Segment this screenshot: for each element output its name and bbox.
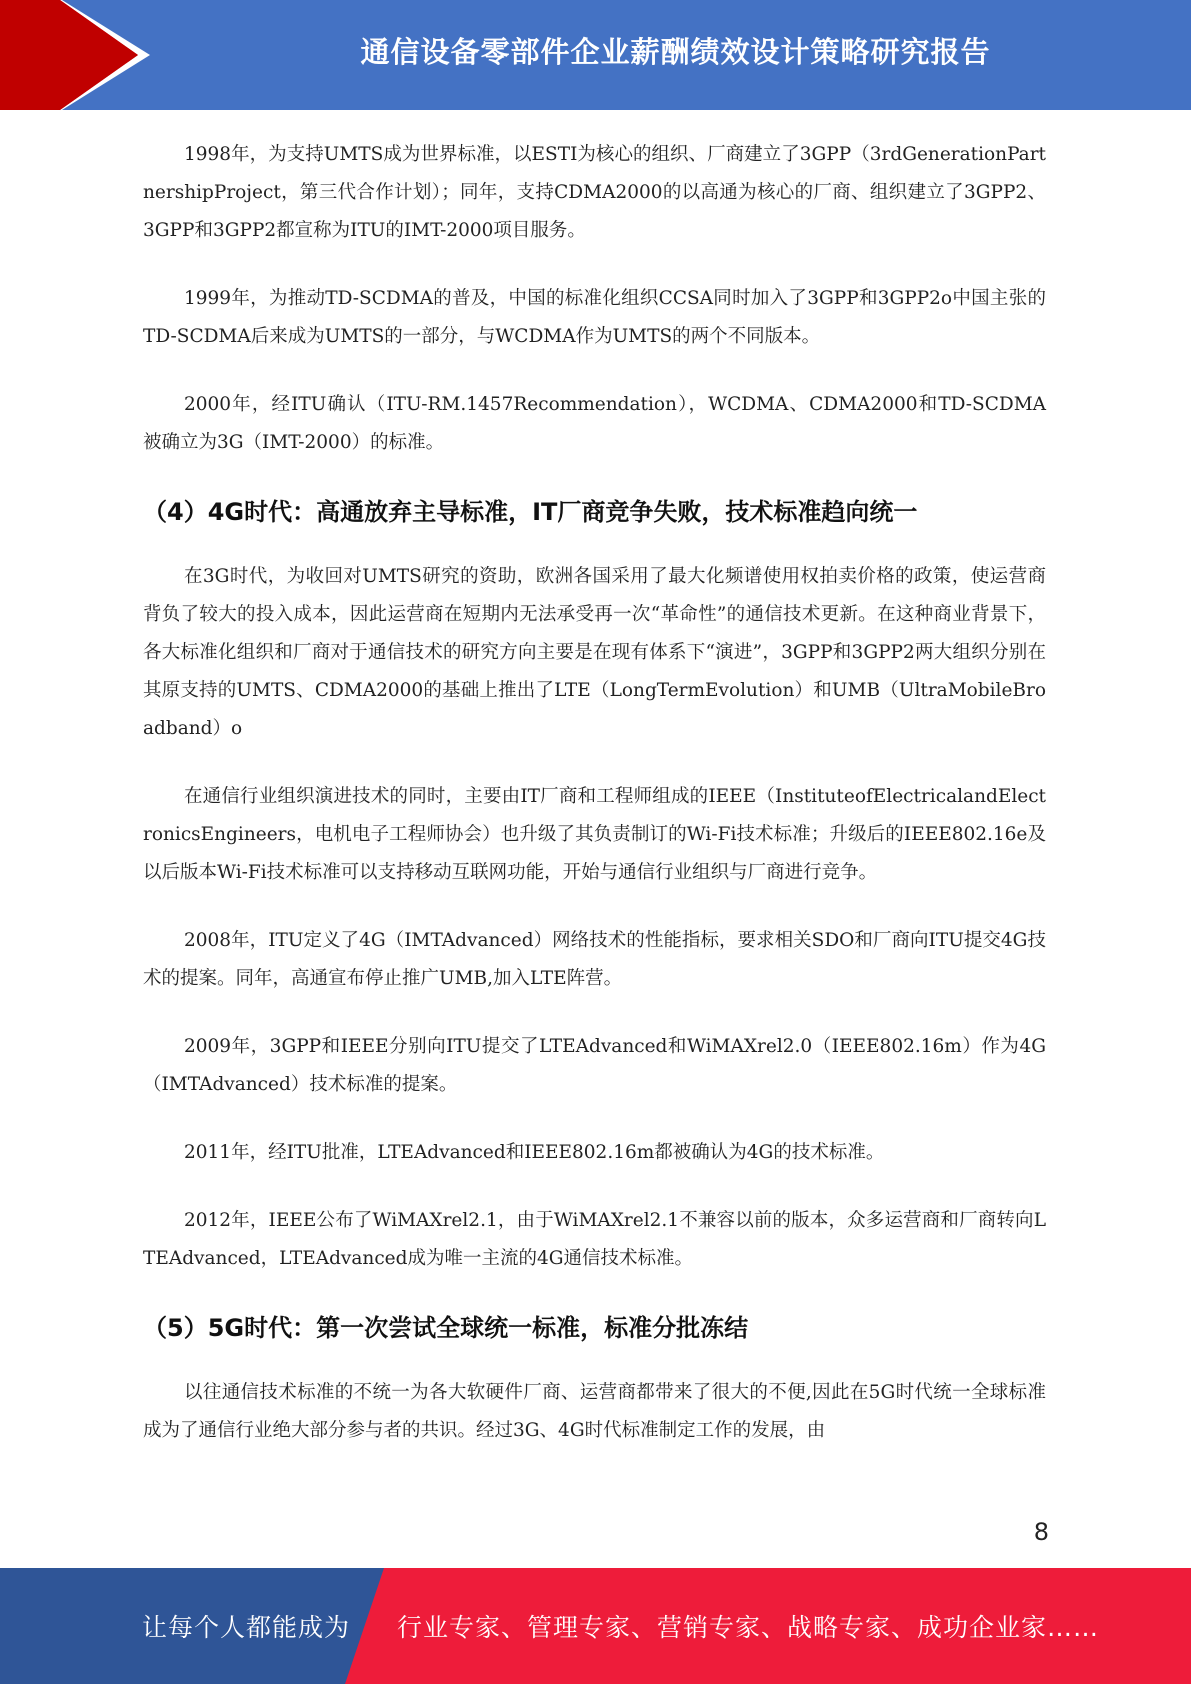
section-heading-4g: （4）4G时代：高通放弃主导标准，IT厂商竞争失败，技术标准趋向统一 (143, 498, 918, 526)
page-footer (0, 1568, 1191, 1684)
paragraph-1999: 1999年，为推动TD-SCDMA的普及，中国的标准化组织CCSA同时加入了3GPP和3GPP2o中国主张的TD-SCDMA后来成为UMTS的一部分，与WCDMA作为UMTS的两个不同版本。 (143, 288, 1046, 347)
paragraph-3g-era: 在3G时代，为收回对UMTS研究的资助，欧洲各国采用了最大化频谱使用权拍卖价格的政策，使运营商背负了较大的投入成本，因此运营商在短期内无法承受再一次“革命性”的通信技术更新。在这种商业背景下，各大标准化组织和厂商对于通信技术的研究方向主要是在现有体系下“演进”，3GPP和3GPP2两大组织分别在其原支持的UMTS、CDMA2000的基础上推出了LTE（LongTermEvolution）和UMB（UltraMobileBroadband）o (143, 566, 1046, 739)
footer-slogan-right: 行业专家、管理专家、营销专家、战略专家、成功企业家…… (397, 1613, 1100, 1642)
document-body (143, 136, 1046, 1480)
header-arrow-decoration (0, 0, 160, 110)
paragraph-2008: 2008年，ITU定义了4G（IMTAdvanced）网络技术的性能指标，要求相关SDO和厂商向ITU提交4G技术的提案。同年，高通宣布停止推广UMB,加入LTE阵营。 (143, 930, 1046, 989)
report-title: 通信设备零部件企业薪酬绩效设计策略研究报告 (360, 34, 991, 69)
paragraph-5g-era: 以往通信技术标准的不统一为各大软硬件厂商、运营商都带来了很大的不便,因此在5G时代统一全球标准成为了通信行业绝大部分参与者的共识。经过3G、4G时代标准制定工作的发展，由 (143, 1382, 1046, 1441)
paragraph-2012: 2012年，IEEE公布了WiMAXrel2.1，由于WiMAXrel2.1不兼容以前的版本，众多运营商和厂商转向LTEAdvanced，LTEAdvanced成为唯一主流的4G通信技术标准。 (143, 1210, 1046, 1269)
page-header (0, 0, 1191, 110)
paragraph-2011: 2011年，经ITU批准，LTEAdvanced和IEEE802.16m都被确认为4G的技术标准。 (184, 1142, 885, 1163)
footer-slogan-left: 让每个人都能成为 (142, 1613, 351, 1642)
page-number: 8 (1033, 1518, 1049, 1546)
section-heading-5g: （5）5G时代：第一次尝试全球统一标准，标准分批冻结 (143, 1314, 749, 1342)
paragraph-2009: 2009年，3GPP和IEEE分别向ITU提交了LTEAdvanced和WiMAXrel2.0（IEEE802.16m）作为4G（IMTAdvanced）技术标准的提案。 (143, 1036, 1046, 1095)
paragraph-1998: 1998年，为支持UMTS成为世界标准，以ESTI为核心的组织、厂商建立了3GPP（3rdGenerationPartnershipProject，第三代合作计划）；同年，支持CDMA2000的以高通为核心的厂商、组织建立了3GPP2、3GPP和3GPP2都宣称为ITU的IMT-2000项目服务。 (143, 144, 1046, 241)
paragraph-ieee: 在通信行业组织演进技术的同时，主要由IT厂商和工程师组成的IEEE（InstituteofElectricalandElectronicsEngineers，电机电子工程师协会）也升级了其负责制订的Wi-Fi技术标准；升级后的IEEE802.16e及以后版本Wi-Fi技术标准可以支持移动互联网功能，开始与通信行业组织与厂商进行竞争。 (143, 786, 1046, 883)
paragraph-2000: 2000年，经ITU确认（ITU-RM.1457Recommendation），WCDMA、CDMA2000和TD-SCDMA被确立为3G（IMT-2000）的标准。 (143, 394, 1046, 453)
